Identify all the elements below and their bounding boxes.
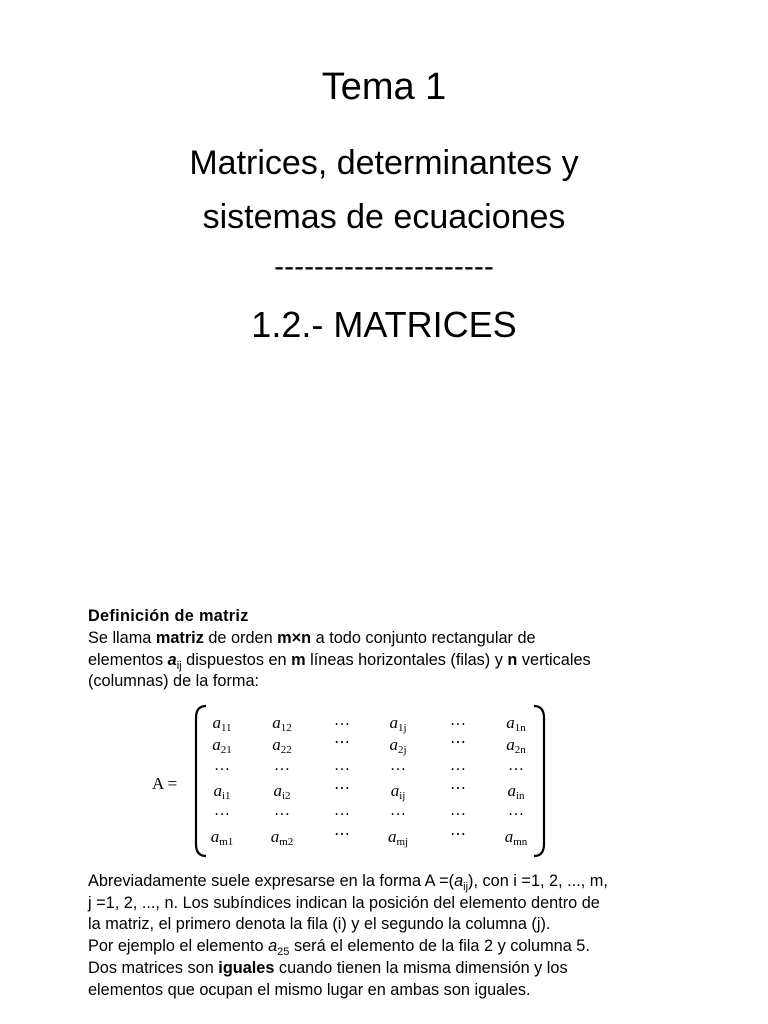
matrix-cell: ai1 (213, 781, 231, 802)
matrix-cell: a1n (506, 713, 526, 734)
matrix-cell: … (334, 802, 350, 819)
exp-subscript: 25 (277, 946, 290, 959)
exp-subscript: ij (463, 881, 469, 893)
matrix-cell: ai2 (273, 781, 291, 802)
matrix-cell: a11 (212, 713, 232, 734)
exp-text: cuando tienen la misma dimensión y los (274, 958, 568, 977)
matrix-cell: … (390, 802, 406, 819)
section-heading: 1.2.- MATRICES (251, 304, 517, 345)
def-term-matriz: matriz (155, 629, 204, 647)
definition-paragraph (88, 628, 688, 693)
def-term-n: n (507, 650, 518, 669)
matrix-cell: amj (387, 827, 409, 848)
matrix-label: A = (152, 774, 178, 793)
def-text: a todo conjunto rectangular de (311, 629, 536, 647)
separator-line: ---------------------- (274, 250, 494, 283)
tema-title: Tema 1 (321, 66, 447, 108)
matrix-cell: a22 (272, 735, 292, 756)
matrix-cell: ⋯ (334, 780, 350, 797)
exp-term-iguales: iguales (218, 958, 275, 977)
explanation-paragraph (88, 871, 688, 1001)
def-text: (columnas) de la forma: (88, 672, 260, 691)
matrix-cell: … (450, 802, 466, 819)
def-element-subscript: ij (176, 659, 182, 672)
exp-text: Dos matrices son (88, 958, 219, 977)
title-line-1: Matrices, determinantes y (189, 144, 579, 182)
matrix-cell: … (274, 757, 290, 774)
matrix-cell: am1 (210, 827, 234, 848)
exp-text: ), con i =1, 2, ..., m, (468, 872, 608, 890)
definition-heading: Definición de matriz (88, 607, 249, 625)
def-text: líneas horizontales (filas) y (305, 650, 508, 669)
exp-text: la matriz, el primero denota la fila (i) y el segundo la columna (j). (88, 915, 551, 934)
matrix-cell: … (390, 757, 406, 774)
matrix-cell: ⋯ (450, 780, 466, 797)
matrix-cell: ⋯ (334, 734, 350, 751)
exp-text: Por ejemplo el elemento (88, 937, 269, 956)
matrix-cell: amn (504, 827, 528, 848)
exp-text: j =1, 2, ..., n. Los subíndices indican la posición del elemento dentro de (88, 893, 600, 912)
title-line-2: sistemas de ecuaciones (202, 198, 566, 236)
matrix-cell: ⋯ (450, 826, 466, 843)
def-text: elementos (88, 650, 168, 669)
matrix-cell: aij (390, 781, 406, 802)
matrix-cell: a21 (212, 735, 232, 756)
matrix-cells (211, 712, 528, 848)
matrix-cell: a12 (272, 713, 292, 734)
exp-symbol: a (454, 872, 464, 890)
def-term-mxn: m×n (277, 629, 312, 647)
exp-text: Abreviadamente suele expresarse en la forma A =( (88, 872, 455, 890)
matrix-cell: … (334, 757, 350, 774)
def-term-m: m (291, 650, 306, 669)
def-text: de orden (203, 629, 278, 647)
def-element-symbol: a (167, 650, 177, 669)
matrix-cell: a2n (506, 735, 526, 756)
matrix-cell: … (274, 802, 290, 819)
def-text: Se llama (88, 629, 156, 647)
matrix-cell: … (450, 712, 466, 729)
exp-symbol: a (268, 937, 278, 956)
matrix-cell: ⋯ (450, 734, 466, 751)
matrix-cell: a2j (389, 735, 407, 756)
matrix-left-bracket (196, 706, 206, 856)
matrix-cell: ⋯ (334, 826, 350, 843)
matrix-cell: … (450, 757, 466, 774)
def-text: verticales (517, 650, 591, 669)
matrix-cell: … (508, 802, 524, 819)
matrix-cell: … (214, 802, 230, 819)
exp-text: será el elemento de la fila 2 y columna 5. (289, 937, 590, 956)
def-text: dispuestos en (181, 650, 292, 669)
matrix-cell: … (508, 757, 524, 774)
matrix-cell: … (334, 712, 350, 729)
exp-text: elementos que ocupan el mismo lugar en ambas son iguales. (88, 980, 531, 999)
matrix-cell: … (214, 757, 230, 774)
matrix-cell: a1j (389, 713, 407, 734)
matrix-cell: ain (507, 781, 525, 802)
matrix-figure (146, 700, 556, 862)
matrix-right-bracket (534, 706, 544, 856)
matrix-cell: am2 (270, 827, 294, 848)
